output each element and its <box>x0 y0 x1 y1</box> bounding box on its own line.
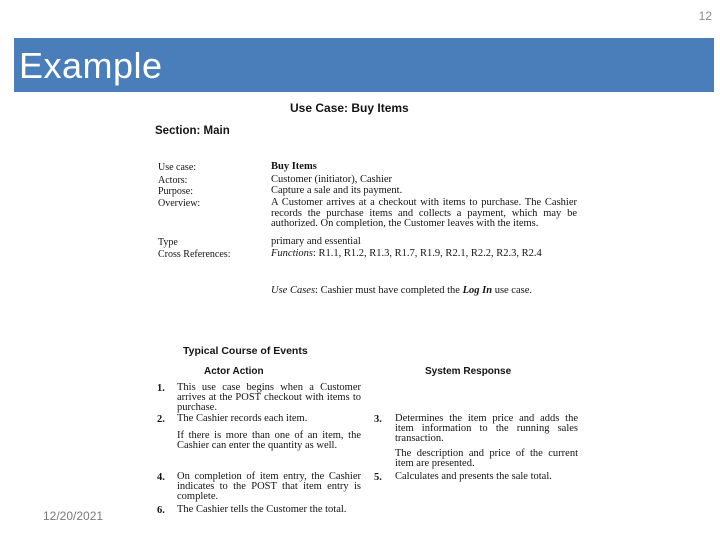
functions-prefix: Functions <box>271 248 313 259</box>
actor-step-number: 2. <box>157 414 165 425</box>
actor-step-text: The Cashier tells the Customer the total. <box>177 504 347 515</box>
field-value-purpose: Capture a sale and its payment. <box>271 185 403 196</box>
actor-action-header: Actor Action <box>204 366 264 377</box>
field-value-overview: A Customer arrives at a checkout with items to purchase. The Cashier records the purchase items and collects a payment, which may be authorized. On completion, the Customer leaves with the items. <box>271 197 577 229</box>
field-label-use-case: Use case: <box>158 162 197 173</box>
system-response-header: System Response <box>425 366 512 377</box>
field-label-cross-references: Cross References: <box>158 249 231 260</box>
system-step-number: 5. <box>374 472 382 483</box>
actor-step-number: 1. <box>157 383 165 394</box>
use-cases-reference <box>271 286 571 297</box>
system-step-text: Calculates and presents the sale total. <box>395 471 552 482</box>
typical-course-heading: Typical Course of Events <box>183 345 308 357</box>
slide-number: 12 <box>698 9 712 23</box>
actor-step-text: If there is more than one of an item, the Cashier can enter the quantity as well. <box>177 430 361 451</box>
actor-step-text: This use case begins when a Customer arrives at the POST checkout with items to purchase. <box>177 382 361 413</box>
system-step-text: Determines the item price and adds the item information to the running sales transaction. <box>395 413 578 444</box>
system-step-text: The description and price of the current item are presented. <box>395 448 578 469</box>
slide-date: 12/20/2021 <box>43 509 104 523</box>
actor-step-number: 6. <box>157 505 165 516</box>
use-cases-text-a: : Cashier must have completed the <box>315 285 463 296</box>
field-label-type: Type <box>158 237 178 248</box>
field-label-purpose: Purpose: <box>158 186 193 197</box>
slide-title: Example <box>19 45 163 86</box>
document-title: Use Case: Buy Items <box>290 101 409 115</box>
field-value-type: primary and essential <box>271 236 361 247</box>
use-cases-text-b: use case. <box>492 285 533 296</box>
field-value-use-case: Buy Items <box>271 161 317 172</box>
use-cases-prefix: Use Cases <box>271 285 316 296</box>
log-in-reference: Log In <box>462 285 493 296</box>
use-case-document <box>152 100 590 530</box>
system-step-number: 3. <box>374 414 382 425</box>
title-bar <box>14 38 714 92</box>
field-label-actors: Actors: <box>158 175 188 186</box>
actor-step-number: 4. <box>157 472 165 483</box>
actor-step-text: The Cashier records each item. <box>177 413 308 424</box>
field-value-actors: Customer (initiator), Cashier <box>271 174 393 185</box>
field-value-cross-references <box>271 249 581 260</box>
functions-list: : R1.1, R1.2, R1.3, R1.7, R1.9, R2.1, R2.2, R2.3, R2.4 <box>313 248 542 259</box>
section-heading: Section: Main <box>155 125 230 137</box>
actor-step-text: On completion of item entry, the Cashier indicates to the POST that item entry is complete. <box>177 471 361 502</box>
field-label-overview: Overview: <box>158 198 201 209</box>
